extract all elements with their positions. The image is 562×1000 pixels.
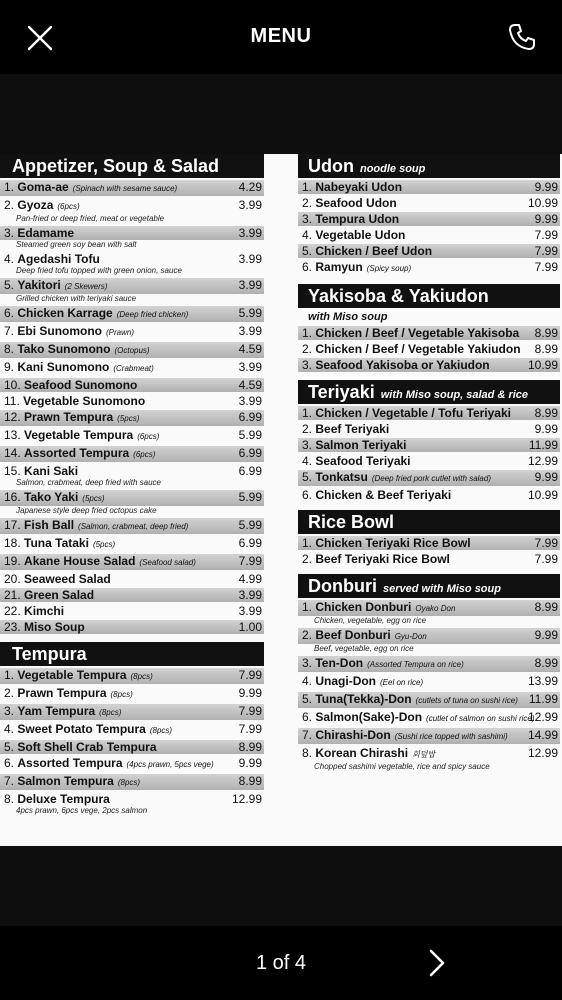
item-note: (8pcs) (130, 672, 153, 681)
menu-item (0, 740, 264, 754)
item-name: Kimchi (24, 604, 65, 618)
menu-item (298, 710, 560, 726)
item-name: Ebi Sunomono (17, 324, 103, 338)
item-number: 2. (302, 196, 313, 210)
item-price: 9.99 (534, 212, 558, 226)
item-name: Edamame (17, 226, 75, 240)
item-name: Fish Ball (24, 518, 75, 532)
item-note: (Crabmeat) (113, 364, 154, 373)
chevron-right-icon[interactable] (425, 948, 449, 978)
menu-item (0, 394, 264, 408)
item-number: 3. (302, 212, 313, 226)
item-description: Chopped sashimi vegetable, rice and spicy sauce (314, 762, 490, 771)
item-number: 4. (302, 454, 313, 468)
item-name: Salmon Teriyaki (315, 438, 407, 452)
phone-icon[interactable] (507, 22, 537, 52)
item-price: 5.99 (238, 490, 262, 504)
item-price: 8.99 (238, 774, 262, 788)
item-price: 6.99 (238, 446, 262, 460)
item-price: 3.99 (238, 226, 262, 240)
item-number: 12. (4, 410, 21, 424)
item-price: 7.99 (238, 704, 262, 718)
item-note: (Spinach with sesame sauce) (72, 184, 178, 193)
section-header (298, 154, 560, 178)
menu-item (298, 228, 560, 242)
section-title: Tempura (12, 644, 87, 664)
item-note: (Prawn) (106, 328, 135, 337)
item-name: Seafood Teriyaki (315, 454, 411, 468)
item-price: 4.29 (238, 180, 262, 194)
item-number: 21. (4, 588, 21, 602)
item-name: Vegetable Sunomono (23, 394, 146, 408)
item-name: Yakitori (17, 278, 61, 292)
item-price: 8.99 (238, 740, 262, 754)
menu-item (0, 572, 264, 586)
item-price: 9.99 (534, 180, 558, 194)
menu-item (298, 656, 560, 672)
menu-item (298, 422, 560, 436)
item-note: (Spicy soup) (366, 264, 412, 273)
item-description: Deep fried tofu topped with green onion, sauce (16, 266, 182, 275)
item-number: 6. (4, 306, 15, 320)
item-note: (6pcs) (57, 202, 80, 211)
section-header (0, 154, 264, 178)
menu-item (298, 180, 560, 194)
item-name: Tuna Tataki (24, 536, 89, 550)
item-number: 1. (302, 180, 313, 194)
item-name: Korean Chirashi (315, 746, 409, 760)
item-note: (Deep fried pork cutlet with salad) (371, 474, 491, 483)
item-note: (Deep fried chicken) (116, 310, 189, 319)
item-number: 4. (302, 228, 313, 242)
item-name: Seafood Udon (315, 196, 397, 210)
item-note: (Sushi rice topped with sashimi) (394, 732, 508, 741)
menu-item (0, 180, 264, 196)
item-number: 4. (302, 674, 313, 688)
item-name: Kani Saki (24, 464, 79, 478)
item-price: 6.99 (238, 536, 262, 550)
item-name: Gyoza (17, 198, 54, 212)
item-price: 10.99 (527, 196, 558, 210)
item-name: Chicken & Beef Teriyaki (315, 488, 452, 502)
item-note: (5pcs) (82, 494, 105, 503)
menu-item (0, 604, 264, 618)
menu-item (0, 464, 264, 478)
item-number: 5. (302, 692, 313, 706)
item-price: 7.99 (534, 260, 558, 274)
item-name: Tako Yaki (24, 490, 79, 504)
menu-item (0, 278, 264, 294)
item-price: 8.99 (534, 342, 558, 356)
top-bar (0, 0, 562, 74)
item-number: 13. (4, 428, 21, 442)
section-subtitle: with Miso soup, salad & rice (380, 389, 529, 401)
item-number: 1. (4, 180, 15, 194)
item-note: (8pcs) (99, 708, 122, 717)
item-price: 8.99 (534, 656, 558, 670)
item-name: Assorted Tempura (17, 756, 123, 770)
item-price: 3.99 (238, 278, 262, 292)
menu-item (0, 536, 264, 552)
item-price: 12.99 (527, 710, 558, 724)
item-note: (Seafood salad) (139, 558, 196, 567)
item-price: 12.99 (231, 792, 262, 806)
menu-item (298, 406, 560, 420)
item-price: 11.99 (528, 692, 558, 706)
menu-item (298, 728, 560, 744)
menu-item (298, 628, 560, 644)
item-number: 5. (4, 278, 15, 292)
item-price: 1.00 (238, 620, 262, 634)
menu-item (0, 428, 264, 444)
item-price: 3.99 (238, 252, 262, 266)
item-number: 1. (302, 326, 313, 340)
item-number: 7. (4, 774, 15, 788)
item-number: 18. (4, 536, 21, 550)
item-name: Deluxe Tempura (17, 792, 110, 806)
menu-item (298, 454, 560, 468)
item-number: 2. (302, 422, 313, 436)
item-price: 4.99 (238, 572, 262, 586)
section-header (298, 284, 560, 308)
bottom-bar (0, 926, 562, 1000)
item-name: Vegetable Udon (315, 228, 406, 242)
item-price: 3.99 (238, 604, 262, 618)
item-price: 3.99 (238, 324, 262, 338)
section-header (298, 380, 560, 404)
menu-item (298, 244, 560, 258)
item-price: 12.99 (527, 746, 558, 760)
section-gap (298, 276, 560, 284)
menu-item (298, 692, 560, 708)
item-name: Tempura Udon (315, 212, 400, 226)
menu-item (298, 674, 560, 690)
item-price: 8.99 (534, 600, 558, 614)
item-number: 6. (302, 488, 313, 502)
item-number: 5. (302, 244, 313, 258)
item-price: 14.99 (527, 728, 558, 742)
item-description: Pan-fried or deep fried, meat or vegetable (16, 214, 165, 223)
item-number: 2. (302, 552, 313, 566)
section-gap (298, 566, 560, 574)
menu-item (298, 358, 560, 372)
section-header (0, 642, 264, 666)
section-title: Rice Bowl (308, 512, 395, 532)
item-name: Akane House Salad (24, 554, 136, 568)
item-number: 3. (302, 656, 313, 670)
item-note: Gyu-Don (394, 632, 427, 641)
item-name: Chicken Teriyaki Rice Bowl (315, 536, 471, 550)
item-number: 2. (4, 198, 15, 212)
menu-item (0, 668, 264, 684)
item-name: Soft Shell Crab Tempura (17, 740, 157, 754)
item-note: (5pcs) (117, 414, 140, 423)
item-price: 7.99 (534, 552, 558, 566)
item-price: 4.59 (238, 378, 262, 392)
item-number: 3. (4, 226, 15, 240)
item-name: Assorted Tempura (24, 446, 130, 460)
item-note: (5pcs) (92, 540, 116, 549)
section-title: Yakisoba & Yakiudon (308, 286, 489, 306)
item-number: 8. (4, 792, 15, 806)
item-price: 11.99 (528, 438, 558, 452)
section-title: Teriyaki (308, 382, 375, 402)
item-description: Steamed green soy bean with salt (16, 240, 137, 249)
menu-item (0, 324, 264, 340)
item-price: 5.99 (238, 428, 262, 442)
item-price: 7.99 (238, 722, 262, 736)
item-name: Beef Teriyaki Rice Bowl (315, 552, 450, 566)
menu-item (298, 196, 560, 210)
item-price: 8.99 (534, 406, 558, 420)
item-name: Beef Donburi (315, 628, 391, 642)
section-title: Appetizer, Soup & Salad (12, 156, 220, 176)
item-number: 15. (4, 464, 21, 478)
item-price: 7.99 (534, 244, 558, 258)
item-name: Seaweed Salad (24, 572, 111, 586)
menu-item (0, 446, 264, 462)
item-number: 5. (302, 470, 313, 484)
section-subtitle: noodle soup (359, 163, 426, 175)
section-header (298, 510, 560, 534)
item-price: 7.99 (238, 668, 262, 682)
menu-item (0, 360, 264, 376)
menu-image (0, 154, 562, 846)
item-number: 3. (302, 438, 313, 452)
item-number: 4. (4, 722, 15, 736)
item-number: 1. (4, 668, 15, 682)
item-number: 14. (4, 446, 21, 460)
item-number: 8. (302, 746, 313, 760)
menu-left-column (0, 154, 264, 816)
item-name: Chicken Donburi (315, 600, 412, 614)
item-price: 10.99 (527, 358, 558, 372)
item-note: (8pcs) (117, 778, 141, 787)
item-price: 3.99 (238, 588, 262, 602)
item-name: Nabeyaki Udon (315, 180, 403, 194)
item-number: 6. (302, 260, 313, 274)
item-number: 9. (4, 360, 15, 374)
item-price: 7.99 (534, 228, 558, 242)
item-name: Ten-Don (315, 656, 364, 670)
item-note: (Assorted Tempura on rice) (367, 660, 464, 669)
item-note: (Salmon, crabmeat, deep fried) (78, 522, 189, 531)
item-number: 16. (4, 490, 21, 504)
menu-right-column (298, 154, 560, 772)
item-number: 6. (4, 756, 15, 770)
item-price: 9.99 (534, 470, 558, 484)
item-name: Seafood Sunomono (24, 378, 138, 392)
item-note: (4pcs prawn, 5pcs vege) (126, 760, 214, 769)
item-price: 9.99 (238, 756, 262, 770)
item-name: Chicken Karrage (17, 306, 113, 320)
item-number: 5. (4, 740, 15, 754)
page-indicator: 1 of 4 (255, 952, 307, 974)
menu-item (0, 410, 264, 426)
item-description: 4pcs prawn, 6pcs vege, 2pcs salmon (16, 806, 148, 815)
item-name: Salmon(Sake)-Don (315, 710, 423, 724)
menu-item (0, 774, 264, 790)
item-note: (Octopus) (114, 346, 150, 355)
menu-item (0, 620, 264, 634)
menu-item (0, 686, 264, 702)
menu-item (0, 704, 264, 720)
item-price: 9.99 (534, 628, 558, 642)
item-number: 1. (302, 600, 313, 614)
item-number: 22. (4, 604, 21, 618)
item-number: 20. (4, 572, 21, 586)
item-name: Chicken / Beef / Vegetable Yakisoba (315, 326, 520, 340)
item-name: Goma-ae (17, 180, 69, 194)
item-note: (cutlets of tuna on sushi rice) (415, 696, 518, 705)
menu-item (298, 552, 560, 566)
item-description: Beef, vegetable, egg on rice (314, 644, 414, 653)
menu-item (0, 490, 264, 506)
item-number: 7. (4, 324, 15, 338)
section-gap (298, 502, 560, 510)
item-name: Unagi-Don (315, 674, 377, 688)
item-name: Chirashi-Don (315, 728, 391, 742)
item-description: Japanese style deep fried octopus cake (16, 506, 157, 515)
item-name: Tuna(Tekka)-Don (315, 692, 412, 706)
menu-item (0, 226, 264, 240)
item-note: (Eel on rice) (380, 678, 424, 687)
item-number: 2. (302, 628, 313, 642)
item-price: 3.99 (238, 198, 262, 212)
item-name: Prawn Tempura (17, 686, 107, 700)
item-number: 23. (4, 620, 21, 634)
menu-item (0, 306, 264, 322)
item-note: (8pcs) (149, 726, 173, 735)
menu-item (0, 518, 264, 534)
item-name: Sweet Potato Tempura (17, 722, 146, 736)
item-name: Green Salad (24, 588, 95, 602)
item-number: 17. (4, 518, 21, 532)
item-number: 11. (4, 394, 20, 408)
menu-item (0, 722, 264, 738)
item-name: Ramyun (315, 260, 363, 274)
item-price: 6.99 (238, 410, 262, 424)
item-name: Kani Sunomono (17, 360, 110, 374)
item-price: 6.99 (238, 464, 262, 478)
item-name: Chicken / Beef Udon (315, 244, 433, 258)
item-note: (2 Skewers) (64, 282, 108, 291)
item-number: 2. (4, 686, 15, 700)
menu-item (0, 198, 264, 214)
item-price: 13.99 (527, 674, 558, 688)
item-number: 1. (302, 536, 313, 550)
item-name: Chicken / Beef / Vegetable Yakiudon (315, 342, 521, 356)
item-number: 3. (302, 358, 313, 372)
item-price: 7.99 (238, 554, 262, 568)
item-price: 12.99 (527, 454, 558, 468)
item-number: 10. (4, 378, 21, 392)
item-price: 9.99 (534, 422, 558, 436)
item-note: Oyako Don (415, 604, 456, 613)
item-description: Grilled chicken with teriyaki sauce (16, 294, 137, 303)
item-name: Yam Tempura (17, 704, 96, 718)
item-number: 19. (4, 554, 21, 568)
menu-item (0, 554, 264, 570)
item-price: 5.99 (238, 518, 262, 532)
section-subtitle: served with Miso soup (383, 583, 501, 595)
menu-item (298, 488, 560, 502)
section-gap (298, 372, 560, 380)
item-note: (cutlet of salmon on sushi rice) (426, 714, 535, 723)
item-price: 3.99 (238, 394, 262, 408)
item-number: 6. (302, 710, 313, 724)
item-name: Seafood Yakisoba or Yakiudon (315, 358, 490, 372)
menu-item (0, 342, 264, 358)
item-price: 10.99 (527, 488, 558, 502)
menu-item (298, 470, 560, 486)
menu-item (298, 326, 560, 340)
item-name: Prawn Tempura (24, 410, 114, 424)
section-title: Udon (308, 156, 354, 176)
item-price: 8.99 (534, 326, 558, 340)
item-number: 2. (302, 342, 313, 356)
item-name: Salmon Tempura (17, 774, 114, 788)
item-note: (6pcs) (137, 432, 160, 441)
item-name: Chicken / Vegetable / Tofu Teriyaki (315, 406, 511, 420)
item-price: 4.59 (238, 342, 262, 356)
menu-item (0, 792, 264, 806)
item-number: 7. (302, 728, 313, 742)
item-note: (8pcs) (110, 690, 133, 699)
section-header (298, 574, 560, 598)
page-title: MENU (250, 25, 312, 47)
item-number: 3. (4, 704, 15, 718)
menu-item (298, 260, 560, 276)
item-price: 9.99 (238, 686, 262, 700)
menu-item (298, 212, 560, 226)
item-number: 8. (4, 342, 15, 356)
item-price: 5.99 (238, 306, 262, 320)
menu-item (0, 378, 264, 392)
menu-item (0, 252, 264, 266)
menu-item (298, 746, 560, 762)
menu-item (298, 600, 560, 616)
item-name: Agedashi Tofu (17, 252, 100, 266)
section-title: Donburi (308, 576, 377, 596)
item-name: Vegetable Tempura (17, 668, 127, 682)
menu-item (298, 536, 560, 550)
menu-item (0, 756, 264, 772)
item-note: 회덮밥 (412, 750, 436, 759)
section-gap (0, 634, 264, 642)
item-price: 3.99 (238, 360, 262, 374)
item-name: Tonkatsu (315, 470, 368, 484)
section-lead: with Miso soup (308, 311, 388, 323)
menu-item (0, 588, 264, 602)
menu-item (298, 438, 560, 452)
item-number: 4. (4, 252, 15, 266)
menu-item (298, 342, 560, 356)
item-name: Miso Soup (24, 620, 85, 634)
item-description: Chicken, vegetable, egg on rice (314, 616, 427, 625)
item-note: (6pcs) (133, 450, 156, 459)
item-name: Tako Sunomono (17, 342, 111, 356)
item-price: 7.99 (534, 536, 558, 550)
item-name: Beef Teriyaki (315, 422, 390, 436)
item-description: Salmon, crabmeat, deep fried with sauce (16, 478, 161, 487)
item-number: 1. (302, 406, 313, 420)
item-name: Vegetable Tempura (24, 428, 134, 442)
